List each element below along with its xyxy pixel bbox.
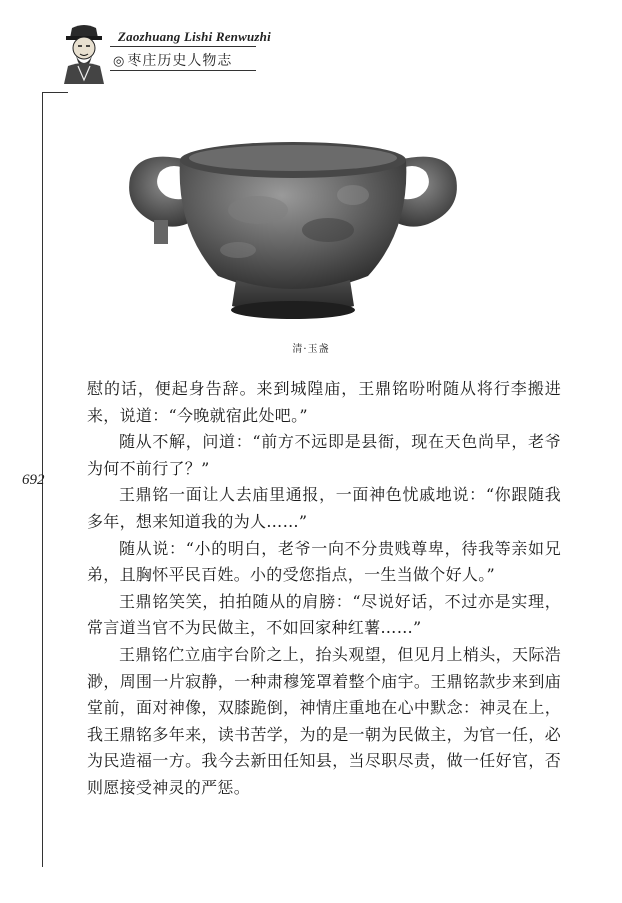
paragraph: 王鼎铭一面让人去庙里通报，一面神色忧戚地说：“你跟随我多年，想来知道我的为人……”	[87, 485, 561, 531]
paragraph: 慰的话，便起身告辞。来到城隍庙，王鼎铭吩咐随从将行李搬进来，说道：“今晚就宿此处吧。”	[87, 379, 561, 425]
figure-caption: 清·玉盏	[292, 344, 330, 355]
paragraph: 王鼎铭伫立庙宇台阶之上，抬头观望，但见月上梢头，天际浩渺，周围一片寂静，一种肃穆笼罩着整个庙宇。王鼎铭款步来到庙堂前，面对神像，双膝跪倒，神情庄重地在心中默念：神灵在上，我王鼎铭多年来，读书苦学，为的是一朝为民做主，为官一任，必为民造福一方。我今去新田任知县，当尽职尽责，做一任好官，否则愿接受神灵的严惩。	[87, 644, 561, 797]
jade-cup-photo	[118, 120, 468, 330]
series-title-cn-line	[113, 50, 232, 70]
header-rule-top	[110, 46, 256, 47]
series-title-cn: 枣庄历史人物志	[127, 53, 233, 69]
paragraph: 王鼎铭笑笑，拍拍随从的肩膀：“尽说好话，不过亦是实理，常言道当官不为民做主，不如回家种红薯……”	[87, 591, 561, 638]
circle-mark-icon: ◎	[113, 54, 126, 69]
page-number: 692	[22, 472, 45, 488]
paragraph: 随从说：“小的明白，老爷一向不分贵贱尊卑，待我等亲如兄弟，且胸怀平民百姓。小的受您指点，一生当做个好人。”	[87, 538, 561, 585]
header-rule-bottom	[110, 70, 256, 71]
body-text	[87, 376, 561, 802]
paragraph: 随从不解，问道：“前方不远即是县衙，现在天色尚早，老爷为何不前行了？”	[87, 432, 561, 478]
series-title-en: Zaozhuang Lishi Renwuzhi	[118, 29, 271, 44]
scholar-portrait-icon	[58, 22, 110, 84]
margin-rule-horizontal	[42, 92, 68, 93]
